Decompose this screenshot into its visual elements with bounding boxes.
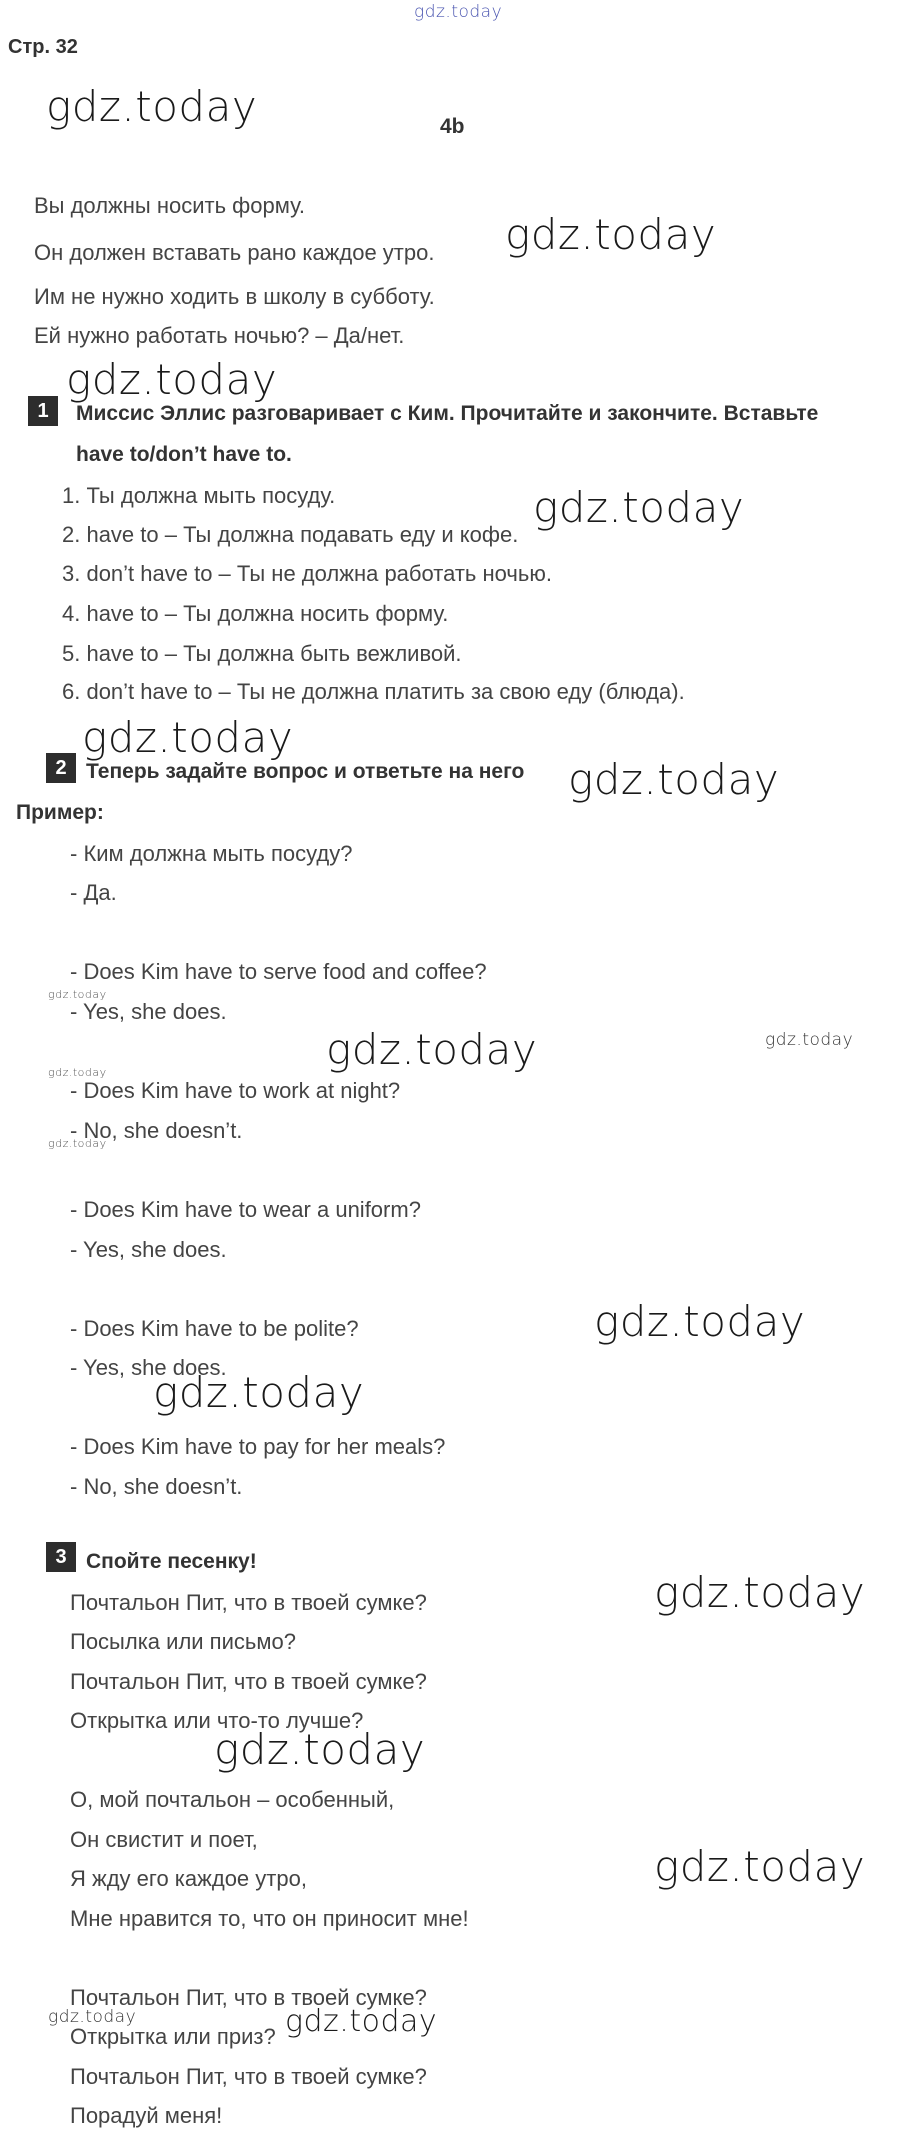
song-line: Открытка или что-то лучше? (70, 1708, 364, 1733)
exercise-1-item: 4. have to – Ты должна носить форму. (62, 601, 449, 626)
watermark-top: gdz.today (414, 2, 503, 22)
exercise-1-item: 1. Ты должна мыть посуду. (62, 483, 336, 508)
song-line: Почтальон Пит, что в твоей сумке? (70, 1669, 427, 1694)
exercise-1-item: 2. have to – Ты должна подавать еду и кофе. (62, 522, 519, 547)
song-line: Открытка или приз? (70, 2024, 276, 2049)
question: - Does Kim have to be polite? (70, 1316, 359, 1341)
question: - Does Kim have to work at night? (70, 1078, 401, 1103)
exercise-number-badge: 3 (46, 1542, 76, 1572)
song-line: Он свистит и поет, (70, 1827, 258, 1852)
song-line: Мне нравится то, что он приносит мне! (70, 1906, 469, 1931)
answer: - No, she doesn’t. (70, 1118, 243, 1143)
watermark-small: gdz.today (48, 2007, 137, 2027)
exercise-number-badge: 2 (46, 753, 76, 783)
example-line: - Да. (70, 880, 117, 905)
watermark: gdz.today (66, 355, 278, 404)
answer: - Yes, she does. (70, 1355, 227, 1380)
exercise-1-item: 6. don’t have to – Ты не должна платить за свою еду (блюда). (62, 679, 685, 704)
watermark: gdz.today (214, 1725, 426, 1774)
intro-line: Вы должны носить форму. (34, 193, 305, 218)
answer: - No, she doesn’t. (70, 1474, 243, 1499)
intro-line: Ей нужно работать ночью? – Да/нет. (34, 323, 405, 348)
watermark: gdz.today (153, 1368, 365, 1417)
watermark: gdz.today (654, 1568, 866, 1617)
watermark-small: gdz.today (765, 1030, 854, 1050)
exercise-1-instruction: Миссис Эллис разговаривает с Ким. Прочитайте и закончите. Вставьте (76, 402, 819, 425)
song-line: Я жду его каждое утро, (70, 1866, 307, 1891)
exercise-1-item: 5. have to – Ты должна быть вежливой. (62, 641, 462, 666)
song-line: О, мой почтальон – особенный, (70, 1787, 395, 1812)
exercise-1-item: 3. don’t have to – Ты не должна работать ночью. (62, 561, 552, 586)
watermark: gdz.today (326, 1025, 538, 1074)
exercise-1-instruction: have to/don’t have to. (76, 443, 292, 466)
watermark-tiny: gdz.today (48, 1066, 107, 1079)
watermark: gdz.today (533, 483, 745, 532)
exercise-3-instruction: Спойте песенку! (86, 1550, 257, 1573)
song-line: Почтальон Пит, что в твоей сумке? (70, 2064, 427, 2089)
watermark: gdz.today (285, 2004, 438, 2039)
exercise-2-instruction: Теперь задайте вопрос и ответьте на него (86, 760, 525, 783)
song-line: Почтальон Пит, что в твоей сумке? (70, 1590, 427, 1615)
question: - Does Kim have to wear a uniform? (70, 1197, 421, 1222)
watermark: gdz.today (568, 755, 780, 804)
question: - Does Kim have to pay for her meals? (70, 1434, 446, 1459)
song-line: Порадуй меня! (70, 2103, 223, 2128)
exercise-number-badge: 1 (28, 396, 58, 426)
song-line: Посылка или письмо? (70, 1629, 296, 1654)
unit-label: 4b (440, 115, 465, 138)
intro-line: Им не нужно ходить в школу в субботу. (34, 284, 435, 309)
question: - Does Kim have to serve food and coffee? (70, 959, 487, 984)
example-label: Пример: (16, 801, 104, 824)
watermark: gdz.today (46, 82, 258, 131)
intro-line: Он должен вставать рано каждое утро. (34, 240, 435, 265)
watermark: gdz.today (505, 210, 717, 259)
song-line: Почтальон Пит, что в твоей сумке? (70, 1985, 427, 2010)
page-number: Стр. 32 (8, 36, 78, 58)
answer: - Yes, she does. (70, 1237, 227, 1262)
answer: - Yes, she does. (70, 999, 227, 1024)
example-line: - Ким должна мыть посуду? (70, 841, 353, 866)
watermark-tiny: gdz.today (48, 1137, 107, 1150)
watermark-tiny: gdz.today (48, 988, 107, 1001)
watermark: gdz.today (654, 1842, 866, 1891)
watermark: gdz.today (594, 1297, 806, 1346)
watermark: gdz.today (82, 713, 294, 762)
